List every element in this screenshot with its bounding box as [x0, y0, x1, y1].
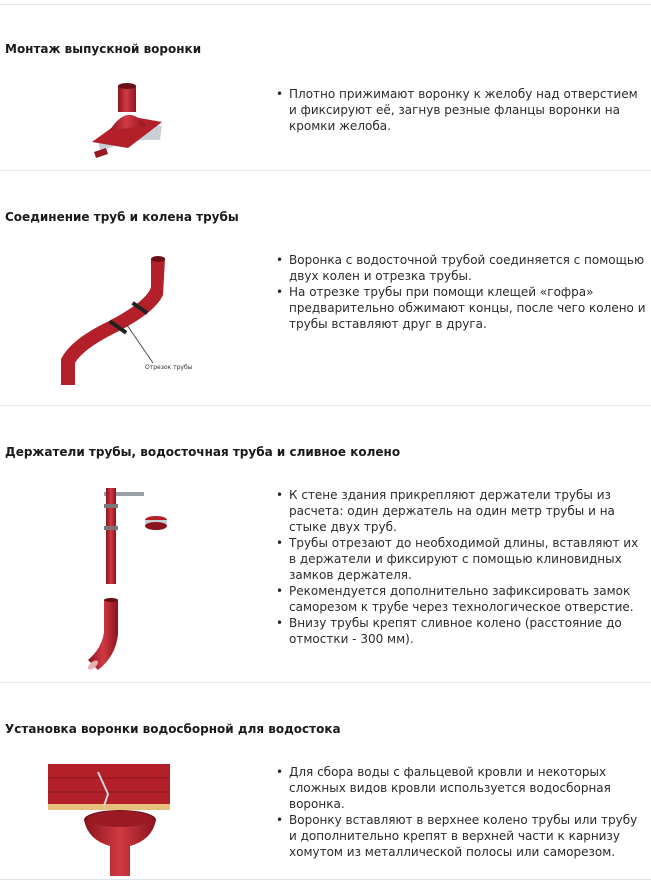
section-title: Держатели трубы, водосточная труба и сливное колено [5, 445, 401, 459]
divider-3 [0, 682, 651, 683]
list-item: • Для сбора воды с фальцевой кровли и некоторых сложных видов кровли используется водосборная воронка. [276, 764, 646, 812]
section-title: Монтаж выпускной воронки [5, 42, 202, 56]
list-item: • Воронка с водосточной трубой соединяется с помощью двух колен и отрезка трубы. [276, 252, 646, 284]
outlet-funnel-illustration [88, 82, 168, 162]
section-title: Установка воронки водосборной для водостока [5, 722, 341, 736]
bullet-list [276, 86, 646, 134]
divider-1 [0, 170, 651, 171]
list-item: • Внизу трубы крепят сливное колено (расстояние до отмостки - 300 мм). [276, 615, 646, 647]
list-item: • Трубы отрезают до необходимой длины, вставляют их в держатели и фиксируют с помощью клиновидных замков держателя. [276, 535, 646, 583]
bullet-list [276, 764, 646, 860]
bullet-list [276, 252, 646, 332]
divider-bottom [0, 879, 651, 880]
pipe-holder-illustration [82, 484, 182, 674]
collecting-funnel-illustration [48, 764, 170, 876]
divider-top [0, 4, 651, 5]
bullet-list [276, 487, 646, 647]
list-item: • На отрезке трубы при помощи клещей «гофра» предварительно обжимают концы, после чего колено и трубы вставляют друг в друга. [276, 284, 646, 332]
pipe-elbow-illustration [45, 253, 205, 388]
divider-2 [0, 405, 651, 406]
list-item: • Воронку вставляют в верхнее колено трубы или трубу и дополнительно крепят в верхней части к карнизу хомутом из металлической полосы или саморезом. [276, 812, 646, 860]
section-title: Соединение труб и колена трубы [5, 210, 239, 224]
list-item: • Рекомендуется дополнительно зафиксировать замок саморезом к трубе через технологическое отверстие. [276, 583, 646, 615]
list-item: • К стене здания прикрепляют держатели трубы из расчета: один держатель на один метр трубы и на стыке двух труб. [276, 487, 646, 535]
pipe-segment-callout: Отрезок трубы [145, 364, 193, 371]
list-item: • Плотно прижимают воронку к желобу над отверстием и фиксируют её, загнув резные фланцы воронки на кромки желоба. [276, 86, 646, 134]
